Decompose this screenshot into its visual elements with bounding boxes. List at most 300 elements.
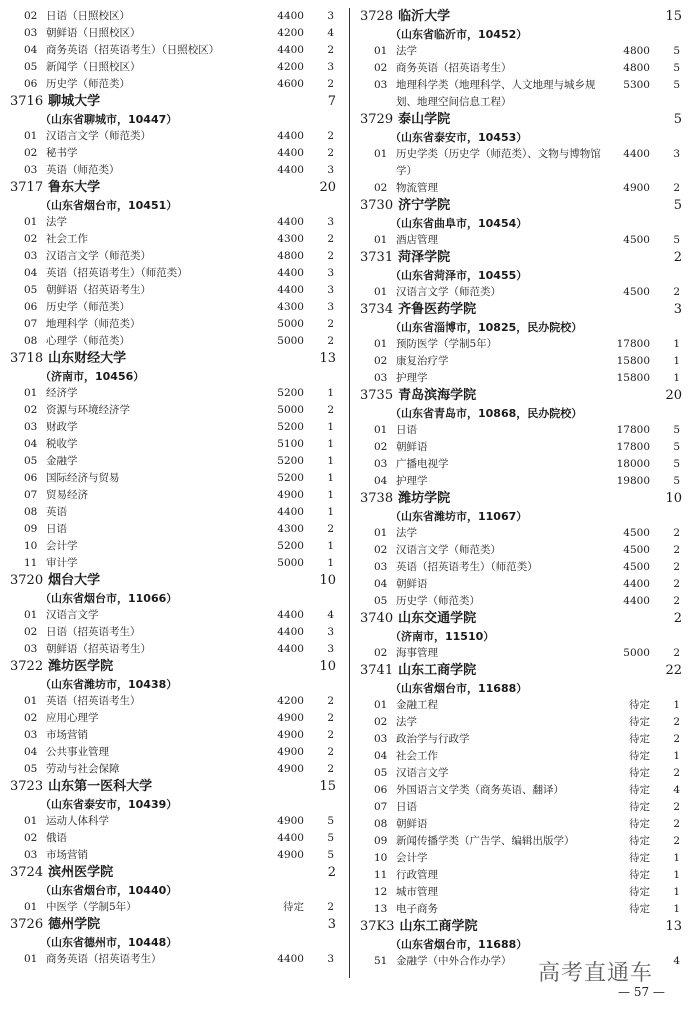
university-name: 聊城大学 [48,94,101,109]
university-block [10,93,338,179]
university-location: （山东省青岛市，10868，民办院校） [390,407,583,420]
university-total: 2 [673,611,682,626]
major-name: 日语（日照校区） [46,10,130,22]
university-location: （山东省聊城市，10447） [40,113,178,126]
university-block [360,111,684,197]
university-location: （山东省泰安市，10453） [390,131,528,144]
major-row [10,59,338,76]
enrollment-count: 2 [327,250,334,262]
university-title [10,93,100,111]
enrollment-count: 5 [673,62,680,74]
tuition-fee: 19800 [616,475,650,487]
major-name: 护理学 [396,475,428,487]
major-name: 商务英语（招英语考生）（日照校区） [46,44,220,56]
column-divider [349,8,350,978]
major-code: 06 [24,301,38,313]
university-name: 泰山学院 [398,112,451,127]
major-name: 审计学 [46,557,78,569]
university-total: 15 [665,9,682,24]
major-code: 01 [24,130,38,142]
university-name: 菏泽学院 [398,250,451,265]
enrollment-count: 1 [327,387,334,399]
university-block [360,301,684,387]
major-code: 01 [24,387,38,399]
university-code: 37K3 [360,919,395,934]
major-name: 中医学（学制5年） [46,901,137,913]
university-header [10,572,338,590]
university-title [360,197,450,215]
tuition-fee: 4900 [277,815,304,827]
enrollment-count: 2 [673,182,680,194]
university-name: 山东第一医科大学 [48,779,153,794]
major-code: 01 [374,286,388,298]
major-code: 01 [24,695,38,707]
major-name: 税收学 [46,438,78,450]
major-code: 08 [24,335,38,347]
major-row [10,282,338,299]
major-row [10,487,338,504]
university-total: 7 [327,94,336,109]
major-name: 社会工作 [46,233,88,245]
major-name: 汉语言文学（师范类） [46,130,151,142]
enrollment-count: 1 [327,506,334,518]
university-title [360,918,478,936]
university-total: 3 [673,302,682,317]
major-row [10,145,338,162]
university-code: 3731 [360,250,394,265]
tuition-fee: 待定 [629,886,650,898]
enrollment-count: 1 [673,750,680,762]
major-row [360,370,684,387]
university-title [360,387,476,405]
university-total: 2 [673,250,682,265]
major-name: 金融学 [46,455,78,467]
page-number: — 57 — [618,985,665,999]
major-row [10,128,338,145]
major-code: 11 [24,557,38,569]
enrollment-count: 3 [327,267,334,279]
major-row [10,727,338,744]
major-code: 01 [24,216,38,228]
university-name: 临沂大学 [398,9,451,24]
major-row [360,43,684,60]
tuition-fee: 4400 [277,506,304,518]
enrollment-count: 2 [673,716,680,728]
university-name: 潍坊医学院 [48,659,114,674]
major-row [360,867,684,884]
university-header [360,490,684,508]
tuition-fee: 4400 [623,578,650,590]
major-code: 04 [24,746,38,758]
major-name: 日语 [396,424,417,436]
major-name: 会计学 [396,852,428,864]
major-row [360,180,684,197]
enrollment-count: 1 [327,455,334,467]
university-code: 3734 [360,302,394,317]
tuition-fee: 17800 [616,424,650,436]
university-header [360,387,684,405]
major-name: 法学 [396,45,417,57]
major-code: 01 [374,699,388,711]
tuition-fee: 5300 [623,79,650,91]
major-row [10,265,338,282]
major-row [10,8,338,25]
major-code: 01 [374,527,388,539]
university-title [10,350,126,368]
tuition-fee: 4600 [277,78,304,90]
enrollment-count: 4 [327,609,334,621]
major-name: 金融工程 [396,699,438,711]
major-code: 02 [374,441,388,453]
university-location: （山东省烟台市，10451） [40,199,178,212]
major-name: 资源与环境经济学 [46,404,130,416]
major-row [360,525,684,542]
enrollment-count: 1 [673,338,680,350]
major-row [360,77,684,111]
tuition-fee: 4500 [623,527,650,539]
university-header [360,197,684,215]
major-name: 英语（招英语考生） [46,695,141,707]
enrollment-count: 5 [327,849,334,861]
major-name: 历史学（师范类） [396,595,480,607]
major-name: 物流管理 [396,182,438,194]
major-name: 英语 [46,506,67,518]
major-name: 电子商务 [396,903,438,915]
major-code: 05 [374,767,388,779]
tuition-fee: 4400 [277,626,304,638]
major-row [10,641,338,658]
major-row [360,439,684,456]
major-name: 新闻传播学类（广告学、编辑出版学） [396,835,575,847]
major-code: 03 [374,561,388,573]
major-code: 51 [374,955,388,967]
tuition-fee: 4800 [623,45,650,57]
major-code: 03 [374,372,388,384]
university-block [10,778,338,864]
major-row [10,624,338,641]
university-total: 22 [665,663,682,678]
major-row [10,710,338,727]
university-header [10,916,338,934]
major-name: 商务英语（招英语考生） [46,953,162,965]
university-code: 3724 [10,865,44,880]
major-code: 09 [24,523,38,535]
tuition-fee: 4300 [277,233,304,245]
tuition-fee: 4400 [277,130,304,142]
major-code: 03 [24,164,38,176]
major-row [360,901,684,918]
major-row [360,559,684,576]
tuition-fee: 待定 [629,716,650,728]
enrollment-count: 2 [673,595,680,607]
university-block [360,490,684,610]
enrollment-count: 2 [327,78,334,90]
enrollment-count: 1 [673,903,680,915]
enrollment-count: 4 [673,955,680,967]
enrollment-count: 1 [673,699,680,711]
enrollment-count: 2 [327,695,334,707]
tuition-fee: 待定 [629,835,650,847]
major-name: 英语（师范类） [46,164,120,176]
major-row [360,576,684,593]
major-row [10,761,338,778]
major-name: 商务英语（招英语考生） [396,62,512,74]
tuition-fee: 5100 [277,438,304,450]
university-title [360,8,450,26]
enrollment-count: 1 [327,540,334,552]
tuition-fee: 5200 [277,387,304,399]
major-code: 01 [24,901,38,913]
university-code: 3726 [10,917,44,932]
tuition-fee: 4400 [623,595,650,607]
enrollment-count: 1 [327,557,334,569]
tuition-fee: 5000 [623,647,650,659]
major-row [10,521,338,538]
major-row [10,419,338,436]
major-code: 05 [24,284,38,296]
enrollment-count: 5 [673,424,680,436]
enrollment-count: 3 [327,284,334,296]
university-header [10,179,338,197]
major-code: 10 [374,852,388,864]
university-location: （山东省潍坊市，10438） [40,678,178,691]
tuition-fee: 待定 [629,750,650,762]
tuition-fee: 4900 [623,182,650,194]
enrollment-count: 5 [673,441,680,453]
enrollment-count: 2 [673,733,680,745]
major-code: 01 [374,424,388,436]
major-name: 广播电视学 [396,458,449,470]
major-code: 13 [374,903,388,915]
university-title [10,572,100,590]
major-name: 地理科学类（地理科学、人文地理与城乡规划、地理空间信息工程） [396,79,596,108]
university-title [10,916,100,934]
university-location: （山东省泰安市，10439） [40,798,178,811]
major-code: 01 [374,148,388,160]
major-row [360,799,684,816]
university-header [360,610,684,628]
right-column [360,8,684,970]
enrollment-count: 2 [327,233,334,245]
university-header [360,111,684,129]
university-location: （山东省烟台市，11688） [390,682,528,695]
major-code: 03 [24,250,38,262]
major-row [10,538,338,555]
university-title [360,662,476,680]
major-row [10,214,338,231]
major-name: 新闻学（日照校区） [46,61,141,73]
major-name: 海事管理 [396,647,438,659]
major-name: 法学 [46,216,67,228]
university-block [360,249,684,301]
major-code: 03 [24,421,38,433]
major-code: 01 [24,609,38,621]
major-name: 历史学（师范类） [46,301,130,313]
major-code: 07 [24,318,38,330]
major-code: 02 [374,716,388,728]
enrollment-count: 2 [673,286,680,298]
university-name: 山东工商学院 [399,919,478,934]
major-row [360,336,684,353]
university-total: 20 [319,180,336,195]
major-row [10,504,338,521]
tuition-fee: 5000 [277,404,304,416]
enrollment-count: 2 [673,835,680,847]
tuition-fee: 5000 [277,557,304,569]
university-code: 3735 [360,388,394,403]
university-code: 3720 [10,573,44,588]
tuition-fee: 15800 [616,355,650,367]
major-name: 国际经济与贸易 [46,472,120,484]
enrollment-count: 1 [673,869,680,881]
enrollment-count: 1 [327,472,334,484]
major-name: 汉语言文学（师范类） [396,286,501,298]
tuition-fee: 5000 [277,335,304,347]
major-name: 汉语言文学 [396,767,449,779]
major-code: 01 [374,234,388,246]
university-code: 3717 [10,180,44,195]
major-name: 法学 [396,527,417,539]
major-name: 贸易经济 [46,489,88,501]
major-code: 02 [374,544,388,556]
enrollment-count: 3 [673,148,680,160]
major-row [360,833,684,850]
major-code: 03 [374,458,388,470]
enrollment-count: 2 [673,578,680,590]
major-row [10,607,338,624]
major-name: 历史学类（历史学（师范类）、文物与博物馆学） [396,148,601,177]
major-name: 汉语言文学（师范类） [396,544,501,556]
major-row [10,436,338,453]
enrollment-count: 2 [673,527,680,539]
university-location: （山东省菏泽市，10455） [390,269,528,282]
enrollment-count: 5 [673,458,680,470]
tuition-fee: 5200 [277,472,304,484]
university-total: 5 [673,112,682,127]
tuition-fee: 4400 [277,147,304,159]
tuition-fee: 4500 [623,561,650,573]
major-name: 政治学与行政学 [396,733,470,745]
university-name: 山东工商学院 [398,663,477,678]
university-block [10,179,338,350]
university-name: 潍坊学院 [398,491,451,506]
enrollment-count: 3 [327,10,334,22]
university-location: （山东省烟台市，10440） [40,884,178,897]
university-header [10,350,338,368]
university-name: 齐鲁医药学院 [398,302,477,317]
major-row [360,714,684,731]
major-code: 02 [374,62,388,74]
major-name: 朝鲜语（招英语考生） [46,284,151,296]
university-name: 德州学院 [48,917,101,932]
major-name: 行政管理 [396,869,438,881]
university-header [360,301,684,319]
enrollment-count: 2 [673,767,680,779]
major-name: 金融学（中外合作办学） [396,955,512,967]
tuition-fee: 待定 [629,784,650,796]
tuition-fee: 4800 [277,250,304,262]
major-row [10,25,338,42]
enrollment-count: 4 [327,27,334,39]
tuition-fee: 4400 [277,609,304,621]
major-row [10,453,338,470]
left-column [10,8,338,968]
tuition-fee: 待定 [629,767,650,779]
university-title [10,179,100,197]
enrollment-count: 2 [673,544,680,556]
university-location: （山东省烟台市，11688） [390,938,528,951]
major-name: 康复治疗学 [396,355,449,367]
major-code: 06 [374,784,388,796]
major-name: 朝鲜语（招英语考生） [46,643,151,655]
university-location: （山东省曲阜市，10454） [390,217,528,230]
university-header [360,918,684,936]
major-row [10,385,338,402]
university-location: （山东省德州市，10448） [40,936,178,949]
major-name: 社会工作 [396,750,438,762]
major-row [360,422,684,439]
major-name: 护理学 [396,372,428,384]
enrollment-count: 2 [327,901,334,913]
tuition-fee: 5200 [277,455,304,467]
watermark: 高考直通车 [538,961,654,986]
tuition-fee: 4800 [623,62,650,74]
tuition-fee: 4400 [277,216,304,228]
university-location: （山东省烟台市，11066） [40,592,178,605]
tuition-fee: 4400 [623,148,650,160]
major-name: 心理学（师范类） [46,335,130,347]
tuition-fee: 4900 [277,849,304,861]
university-code: 3716 [10,94,44,109]
university-name: 济宁学院 [398,198,451,213]
enrollment-count: 3 [327,626,334,638]
major-name: 汉语言文学 [46,609,99,621]
major-name: 汉语言文学（师范类） [46,250,151,262]
major-row [360,593,684,610]
enrollment-count: 3 [327,643,334,655]
university-location: （济南市，10456） [40,370,145,383]
major-row [360,473,684,490]
major-row [360,782,684,799]
tuition-fee: 4900 [277,712,304,724]
major-name: 运动人体科学 [46,815,109,827]
enrollment-count: 2 [327,729,334,741]
tuition-fee: 4200 [277,61,304,73]
major-row [10,693,338,710]
major-name: 城市管理 [396,886,438,898]
major-name: 市场营销 [46,729,88,741]
major-row [360,748,684,765]
university-title [360,301,476,319]
tuition-fee: 待定 [629,852,650,864]
major-name: 会计学 [46,540,78,552]
major-code: 02 [374,182,388,194]
major-code: 02 [374,355,388,367]
major-row [360,284,684,301]
enrollment-count: 1 [673,372,680,384]
enrollment-count: 2 [327,147,334,159]
major-row [10,470,338,487]
enrollment-count: 5 [673,475,680,487]
major-row [360,60,684,77]
university-block [10,350,338,572]
major-name: 地理科学（师范类） [46,318,141,330]
major-code: 02 [24,832,38,844]
enrollment-count: 3 [327,164,334,176]
university-header [360,662,684,680]
major-name: 朝鲜语 [396,578,428,590]
major-row [10,42,338,59]
